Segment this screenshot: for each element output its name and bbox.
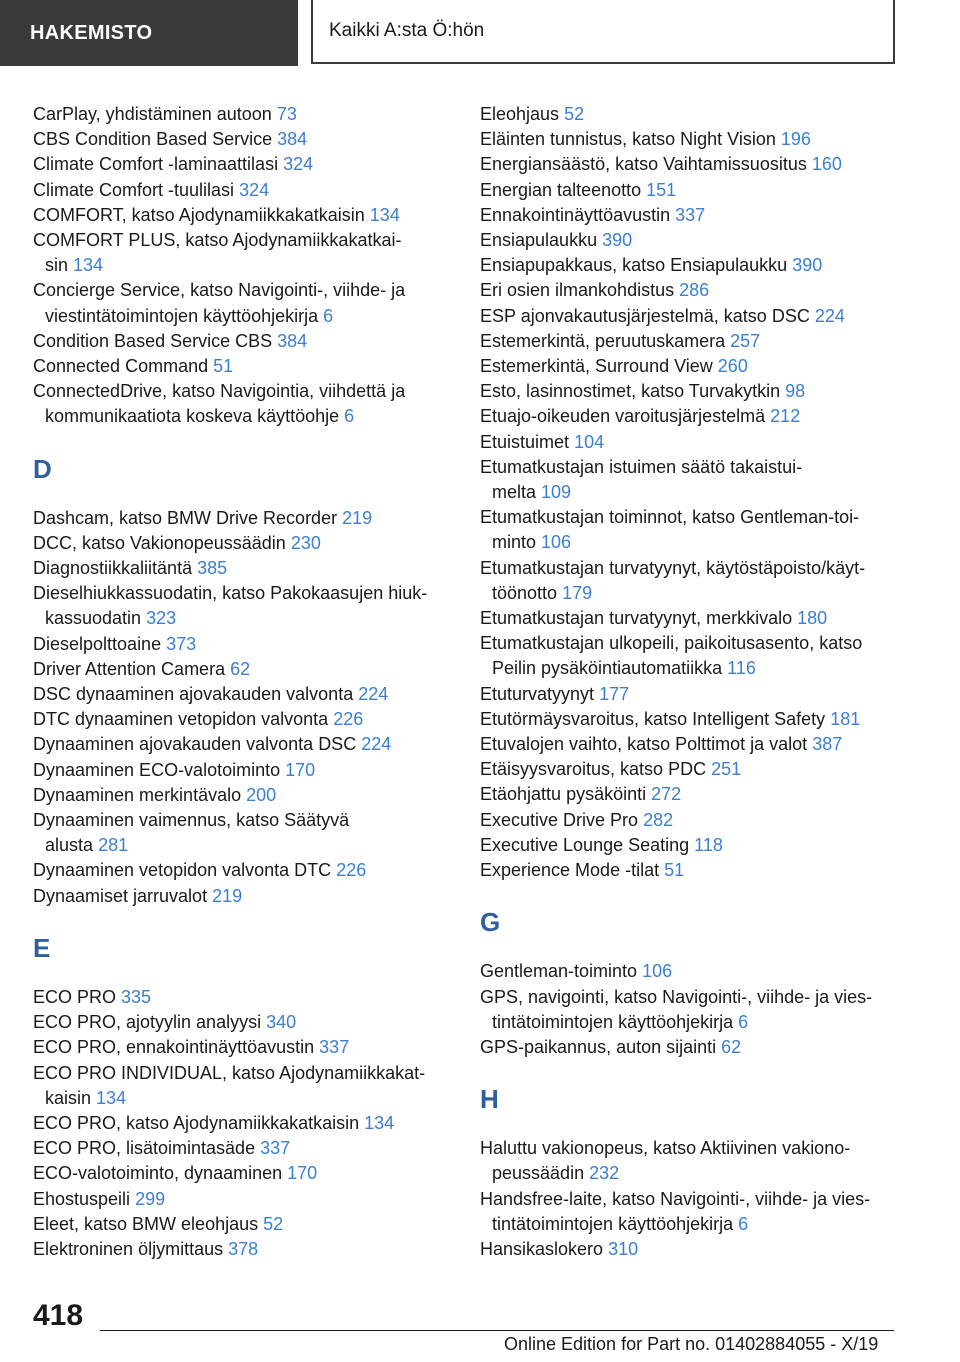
page-reference-link[interactable]: 324 bbox=[283, 154, 314, 175]
index-entry-term: Eri osien ilmankohdistus bbox=[480, 280, 675, 301]
page-reference-link[interactable]: 62 bbox=[721, 1036, 742, 1057]
index-entry-term: viestintätoimintojen käyttöohjekirja bbox=[45, 305, 319, 326]
index-entry bbox=[33, 127, 453, 152]
index-entry-term: Hansikaslokero bbox=[480, 1238, 604, 1259]
section-title: Kaikki A:sta Ö:hön bbox=[311, 0, 895, 64]
index-entry bbox=[480, 404, 900, 429]
index-entry-term: Concierge Service, katso Navigointi-, viihde- ja bbox=[33, 280, 406, 301]
index-entry bbox=[33, 732, 453, 757]
index-entry-term: Dynaaminen vaimennus, katso Säätyvä bbox=[33, 810, 350, 831]
index-entry-term: Etuvalojen vaihto, katso Polttimot ja valot bbox=[480, 734, 808, 755]
page-reference-link[interactable]: 281 bbox=[98, 835, 129, 856]
page-reference-link[interactable]: 219 bbox=[342, 507, 373, 528]
index-entry-term: Connected Command bbox=[33, 356, 209, 377]
index-entry-term: Etumatkustajan ulkopeili, paikoitusasento, katso bbox=[480, 633, 863, 654]
index-entry-term: Esto, lasinnostimet, katso Turvakytkin bbox=[480, 381, 781, 402]
index-entry-term: ECO PRO INDIVIDUAL, katso Ajodynamiikkakat- bbox=[33, 1062, 426, 1083]
index-entry bbox=[33, 1035, 453, 1060]
index-entry bbox=[33, 707, 453, 732]
page-reference-link[interactable]: 200 bbox=[246, 784, 277, 805]
index-entry-term: Experience Mode -tilat bbox=[480, 860, 660, 881]
index-entry bbox=[480, 505, 900, 555]
index-entry-term: Haluttu vakionopeus, katso Aktiivinen vakiono- bbox=[480, 1138, 851, 1159]
page-reference-link[interactable]: 251 bbox=[711, 759, 742, 780]
page-reference-link[interactable]: 51 bbox=[664, 860, 685, 881]
index-entry bbox=[33, 1187, 453, 1212]
page-reference-link[interactable]: 52 bbox=[263, 1213, 284, 1234]
index-entry-term: kaisin bbox=[45, 1087, 92, 1108]
index-entry bbox=[33, 178, 453, 203]
index-entry-term: ECO PRO, lisätoimintasäde bbox=[33, 1138, 256, 1159]
page-reference-link[interactable]: 62 bbox=[230, 658, 251, 679]
index-entry-term: Dynaaminen ajovakauden valvonta DSC bbox=[33, 734, 357, 755]
page-reference-link[interactable]: 337 bbox=[675, 204, 706, 225]
page-reference-link[interactable]: 390 bbox=[792, 255, 823, 276]
index-entry bbox=[33, 379, 453, 429]
index-entry bbox=[33, 632, 453, 657]
index-entry-term: DCC, katso Vakionopeussäädin bbox=[33, 532, 286, 553]
page-reference-link[interactable]: 226 bbox=[336, 860, 367, 881]
index-entry bbox=[480, 430, 900, 455]
index-entry bbox=[33, 1161, 453, 1186]
page-reference-link[interactable]: 134 bbox=[73, 255, 104, 276]
index-entry-term: Dynaaminen ECO-valotoiminto bbox=[33, 759, 281, 780]
page-reference-link[interactable]: 52 bbox=[564, 104, 585, 124]
index-entry-term: ECO PRO, katso Ajodynamiikkakatkaisin bbox=[33, 1112, 360, 1133]
index-entry bbox=[480, 203, 900, 228]
index-letter-heading: H bbox=[480, 1084, 499, 1115]
page-reference-link[interactable]: 6 bbox=[323, 305, 334, 326]
index-entry bbox=[33, 808, 453, 858]
index-entry-term: ECO PRO, ajotyylin analyysi bbox=[33, 1012, 262, 1033]
index-entry-term: Climate Comfort -laminaattilasi bbox=[33, 154, 279, 175]
index-entry bbox=[480, 808, 900, 833]
index-entry-term: CarPlay, yhdistäminen autoon bbox=[33, 104, 272, 124]
page-reference-link[interactable]: 134 bbox=[96, 1087, 127, 1108]
index-letter-heading: E bbox=[33, 932, 51, 963]
page-reference-link[interactable]: 299 bbox=[135, 1188, 166, 1209]
index-entry bbox=[33, 1111, 453, 1136]
index-entry-term: Etumatkustajan toiminnot, katso Gentleman-toi- bbox=[480, 507, 860, 528]
index-letter-heading: D bbox=[33, 453, 52, 484]
index-entry bbox=[33, 858, 453, 883]
page-reference-link[interactable]: 257 bbox=[730, 330, 761, 351]
index-entry-term: peussäädin bbox=[492, 1163, 585, 1184]
index-entry bbox=[480, 682, 900, 707]
index-entry-term: Dashcam, katso BMW Drive Recorder bbox=[33, 507, 338, 528]
page-reference-link[interactable]: 385 bbox=[197, 558, 228, 579]
index-entry-term: Estemerkintä, peruutuskamera bbox=[480, 330, 726, 351]
index-entry bbox=[33, 278, 453, 328]
index-entry bbox=[480, 304, 900, 329]
index-entry bbox=[480, 556, 900, 606]
page-reference-link[interactable]: 134 bbox=[369, 204, 400, 225]
index-entry-term: Etutörmäysvaroitus, katso Intelligent Safety bbox=[480, 708, 826, 729]
index-entry bbox=[480, 782, 900, 807]
index-entry-term: Driver Attention Camera bbox=[33, 658, 226, 679]
page-reference-link[interactable]: 6 bbox=[738, 1011, 749, 1032]
index-entry-term: Eleet, katso BMW eleohjaus bbox=[33, 1213, 259, 1234]
index-entry-term: Dynaaminen vetopidon valvonta DTC bbox=[33, 860, 332, 881]
index-entry-term: Etumatkustajan turvatyynyt, käytöstäpoisto/käyt- bbox=[480, 557, 866, 578]
page-reference-link[interactable]: 224 bbox=[358, 684, 389, 705]
page-reference-link[interactable]: 384 bbox=[277, 129, 308, 150]
page-reference-link[interactable]: 224 bbox=[814, 305, 845, 326]
index-entry-term: Peilin pysäköintiautomatiikka bbox=[492, 658, 723, 679]
index-entry-term: Dieselhiukkassuodatin, katso Pakokaasujen hiuk- bbox=[33, 583, 428, 604]
index-entry-term: sin bbox=[45, 255, 69, 276]
index-entry bbox=[480, 757, 900, 782]
page-reference-link[interactable]: 335 bbox=[121, 986, 152, 1007]
index-entry bbox=[33, 1010, 453, 1035]
index-entry bbox=[33, 228, 453, 278]
index-entry-term: DTC dynaaminen vetopidon valvonta bbox=[33, 709, 329, 730]
index-entry-term: Dieselpolttoaine bbox=[33, 633, 162, 654]
index-entry bbox=[480, 606, 900, 631]
index-entry bbox=[480, 379, 900, 404]
index-entry bbox=[480, 178, 900, 203]
index-entry bbox=[480, 1237, 900, 1262]
page-reference-link[interactable]: 106 bbox=[541, 532, 572, 553]
index-entry-term: tintätoimintojen käyttöohjekirja bbox=[492, 1011, 734, 1032]
index-entry-term: Etumatkustajan turvatyynyt, merkkivalo bbox=[480, 608, 793, 629]
page-reference-link[interactable]: 324 bbox=[239, 179, 270, 200]
index-entry-term: Elektroninen öljymittaus bbox=[33, 1238, 224, 1259]
page-reference-link[interactable]: 260 bbox=[717, 356, 748, 377]
index-entry bbox=[33, 203, 453, 228]
page-reference-link[interactable]: 310 bbox=[608, 1238, 639, 1259]
index-entry-term: Ensiapupakkaus, katso Ensiapulaukku bbox=[480, 255, 788, 276]
index-entry-term: kassuodatin bbox=[45, 608, 142, 629]
index-entry bbox=[480, 833, 900, 858]
index-entry-term: GPS-paikannus, auton sijainti bbox=[480, 1036, 717, 1057]
page-reference-link[interactable]: 73 bbox=[276, 104, 297, 124]
index-tab[interactable]: HAKEMISTO bbox=[0, 0, 298, 66]
index-entry-term: Dynaaminen merkintävalo bbox=[33, 784, 242, 805]
page-reference-link[interactable]: 104 bbox=[574, 431, 605, 452]
index-entry bbox=[33, 102, 453, 127]
index-entry-term: Etuistuimet bbox=[480, 431, 570, 452]
page-reference-link[interactable]: 160 bbox=[811, 154, 842, 175]
index-entry-term: Climate Comfort -tuulilasi bbox=[33, 179, 235, 200]
index-entry-term: Energian talteenotto bbox=[480, 179, 642, 200]
page-reference-link[interactable]: 387 bbox=[812, 734, 843, 755]
page-reference-link[interactable]: 230 bbox=[290, 532, 321, 553]
index-entry-term: töönotto bbox=[492, 582, 558, 603]
index-entry bbox=[33, 1061, 453, 1111]
index-entry bbox=[33, 657, 453, 682]
page-reference-link[interactable]: 170 bbox=[285, 759, 316, 780]
index-entry-term: Etumatkustajan istuimen säätö takaistui- bbox=[480, 456, 803, 477]
page-reference-link[interactable]: 170 bbox=[287, 1163, 318, 1184]
page-reference-link[interactable]: 118 bbox=[694, 834, 723, 855]
index-entry bbox=[33, 985, 453, 1010]
index-entry-term: CBS Condition Based Service bbox=[33, 129, 273, 150]
index-entry bbox=[33, 354, 453, 379]
index-entry-term: Executive Drive Pro bbox=[480, 809, 639, 830]
page-reference-link[interactable]: 340 bbox=[266, 1012, 297, 1033]
index-entry-term: Gentleman-toiminto bbox=[480, 961, 638, 982]
index-entry-term: alusta bbox=[45, 835, 94, 856]
page-reference-link[interactable]: 196 bbox=[780, 129, 811, 150]
index-entry bbox=[480, 127, 900, 152]
index-entry-term: Dynaamiset jarruvalot bbox=[33, 885, 208, 906]
index-entry-term: Ensiapulaukku bbox=[480, 230, 598, 251]
index-entry bbox=[480, 985, 900, 1035]
index-entry bbox=[33, 758, 453, 783]
index-entry-term: COMFORT, katso Ajodynamiikkakatkaisin bbox=[33, 204, 365, 225]
index-entry-term: Etuajo-oikeuden varoitusjärjestelmä bbox=[480, 406, 766, 427]
page-reference-link[interactable]: 384 bbox=[277, 330, 308, 351]
index-entry bbox=[480, 455, 900, 505]
index-entry bbox=[33, 556, 453, 581]
index-entry bbox=[33, 329, 453, 354]
index-entry bbox=[480, 858, 900, 883]
page-reference-link[interactable]: 177 bbox=[599, 683, 630, 704]
index-entry bbox=[33, 1136, 453, 1161]
index-entry bbox=[33, 531, 453, 556]
index-entry bbox=[480, 707, 900, 732]
index-entry bbox=[480, 1187, 900, 1237]
index-entry-term: tintätoimintojen käyttöohjekirja bbox=[492, 1213, 734, 1234]
index-entry-term: Condition Based Service CBS bbox=[33, 330, 273, 351]
page-reference-link[interactable]: 109 bbox=[541, 482, 572, 503]
index-entry-term: ConnectedDrive, katso Navigointia, viihdettä ja bbox=[33, 381, 406, 402]
index-entry bbox=[480, 102, 900, 127]
page-reference-link[interactable]: 226 bbox=[333, 709, 364, 730]
page-header bbox=[0, 0, 960, 66]
index-column-right bbox=[480, 102, 900, 1262]
index-entry-term: Etäisyysvaroitus, katso PDC bbox=[480, 759, 707, 780]
index-entry bbox=[33, 783, 453, 808]
footer-divider bbox=[100, 1330, 894, 1331]
page-reference-link[interactable]: 337 bbox=[260, 1138, 291, 1159]
index-entry bbox=[33, 1237, 453, 1262]
index-entry-term: ECO PRO, ennakointinäyttöavustin bbox=[33, 1037, 315, 1058]
index-entry bbox=[33, 152, 453, 177]
index-entry-term: Handsfree-laite, katso Navigointi-, viihde- ja vies- bbox=[480, 1188, 871, 1209]
page-reference-link[interactable]: 232 bbox=[589, 1163, 620, 1184]
page-reference-link[interactable]: 337 bbox=[319, 1037, 350, 1058]
index-entry-term: Diagnostiikkaliitäntä bbox=[33, 558, 193, 579]
index-entry-term: Ehostuspeili bbox=[33, 1188, 131, 1209]
index-entry-term: DSC dynaaminen ajovakauden valvonta bbox=[33, 684, 354, 705]
page-reference-link[interactable]: 116 bbox=[727, 658, 756, 679]
page-reference-link[interactable]: 323 bbox=[146, 608, 177, 629]
page-reference-link[interactable]: 272 bbox=[651, 784, 682, 805]
index-entry-term: kommunikaatiota koskeva käyttöohje bbox=[45, 406, 340, 427]
index-entry-term: COMFORT PLUS, katso Ajodynamiikkakatkai- bbox=[33, 230, 402, 251]
index-entry-term: Executive Lounge Seating bbox=[480, 834, 690, 855]
page-reference-link[interactable]: 390 bbox=[602, 230, 633, 251]
index-entry-term: Estemerkintä, Surround View bbox=[480, 356, 713, 377]
index-column-left bbox=[33, 102, 453, 1262]
index-entry bbox=[480, 732, 900, 757]
index-entry bbox=[480, 1136, 900, 1186]
index-entry-term: ECO PRO bbox=[33, 986, 117, 1007]
page-reference-link[interactable]: 151 bbox=[646, 179, 677, 200]
page-reference-link[interactable]: 282 bbox=[643, 809, 674, 830]
index-entry bbox=[33, 581, 453, 631]
index-entry bbox=[33, 682, 453, 707]
page-reference-link[interactable]: 98 bbox=[785, 381, 806, 402]
index-entry-term: Ennakointinäyttöavustin bbox=[480, 204, 671, 225]
index-entry-term: Etuturvatyynyt bbox=[480, 683, 595, 704]
index-entry bbox=[480, 152, 900, 177]
page-reference-link[interactable]: 224 bbox=[361, 734, 392, 755]
index-entry bbox=[480, 228, 900, 253]
index-entry-term: Eläinten tunnistus, katso Night Vision bbox=[480, 129, 776, 150]
index-letter-heading: G bbox=[480, 907, 501, 938]
index-entry-term: melta bbox=[492, 482, 537, 503]
page-reference-link[interactable]: 134 bbox=[364, 1112, 395, 1133]
index-entry-term: minto bbox=[492, 532, 537, 553]
page-reference-link[interactable]: 373 bbox=[166, 633, 197, 654]
index-entry-term: GPS, navigointi, katso Navigointi-, viihde- ja vies- bbox=[480, 986, 873, 1007]
page-reference-link[interactable]: 106 bbox=[642, 961, 673, 982]
index-entry-term: Etäohjattu pysäköinti bbox=[480, 784, 647, 805]
index-entry bbox=[33, 506, 453, 531]
index-entry bbox=[480, 1035, 900, 1060]
page-reference-link[interactable]: 51 bbox=[213, 356, 234, 377]
page-reference-link[interactable]: 6 bbox=[344, 406, 355, 427]
page-number: 418 bbox=[33, 1299, 84, 1332]
page-reference-link[interactable]: 179 bbox=[562, 582, 593, 603]
index-entry bbox=[480, 329, 900, 354]
index-entry bbox=[480, 354, 900, 379]
index-entry bbox=[480, 253, 900, 278]
page-reference-link[interactable]: 212 bbox=[770, 406, 801, 427]
index-entry bbox=[33, 1212, 453, 1237]
index-entry bbox=[33, 884, 453, 909]
edition-footer: Online Edition for Part no. 01402884055 - X/19 bbox=[504, 1334, 879, 1354]
index-entry-term: ESP ajonvakautusjärjestelmä, katso DSC bbox=[480, 305, 810, 326]
index-entry bbox=[480, 959, 900, 984]
page-reference-link[interactable]: 6 bbox=[738, 1213, 749, 1234]
index-entry bbox=[480, 631, 900, 681]
page-reference-link[interactable]: 181 bbox=[830, 708, 861, 729]
index-entry-term: Eleohjaus bbox=[480, 104, 560, 124]
page-reference-link[interactable]: 180 bbox=[797, 608, 828, 629]
index-entry-term: Energiansäästö, katso Vaihtamissuositus bbox=[480, 154, 807, 175]
index-entry-term: ECO-valotoiminto, dynaaminen bbox=[33, 1163, 283, 1184]
index-entry bbox=[480, 278, 900, 303]
page-reference-link[interactable]: 219 bbox=[212, 885, 243, 906]
page-reference-link[interactable]: 378 bbox=[228, 1238, 259, 1259]
page-reference-link[interactable]: 286 bbox=[679, 280, 710, 301]
